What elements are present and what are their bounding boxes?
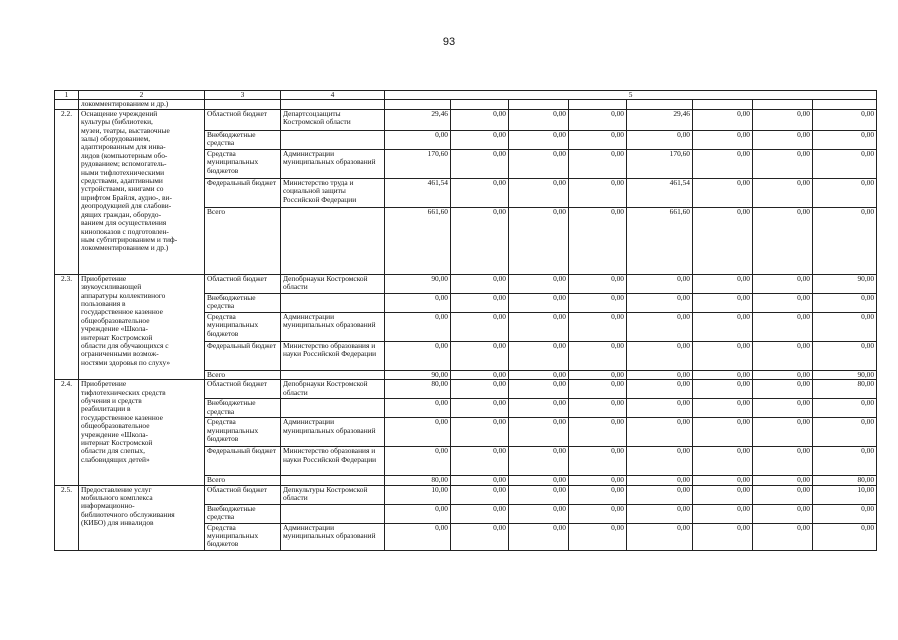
- description-line: мобильного комплекса: [81, 493, 153, 503]
- amount-cell: 0,00: [627, 418, 693, 447]
- amount-cell: 0,00: [693, 476, 753, 485]
- item-description: [79, 109, 205, 274]
- amount-cell: 0,00: [509, 399, 569, 418]
- description-line: ванием для осуществления: [81, 218, 167, 228]
- amount-cell: 0,00: [509, 476, 569, 485]
- amount-cell: 0,00: [509, 109, 569, 130]
- amount-cell: 0,00: [693, 178, 753, 207]
- executor: Администрации муниципальных образований: [281, 312, 385, 341]
- amount-cell: 0,00: [451, 130, 509, 149]
- description-line: общеобразовательное: [81, 421, 150, 431]
- amount-cell: 461,54: [385, 178, 451, 207]
- item-number: 2.5.: [55, 485, 79, 550]
- amount-cell: 10,00: [385, 485, 451, 504]
- description-line: средствами, адаптивными: [81, 176, 163, 186]
- amount-cell: 10,00: [813, 485, 877, 504]
- amount-cell: 0,00: [813, 504, 877, 523]
- amount-cell: 0,00: [693, 504, 753, 523]
- amount-cell: 0,00: [753, 312, 813, 341]
- amount-cell: 0,00: [627, 130, 693, 149]
- description-line: деопродукцией для слабови-: [81, 201, 172, 211]
- amount-cell: 0,00: [627, 523, 693, 550]
- amount-cell: 0,00: [693, 207, 753, 274]
- description-line: Предоставление услуг: [81, 485, 152, 494]
- funding-source: Всего: [205, 207, 281, 274]
- amount-cell: 0,00: [451, 485, 509, 504]
- continuation-text: локомментированием и др.): [79, 100, 205, 109]
- amount-cell: 0,00: [753, 207, 813, 274]
- amount-cell: 0,00: [753, 109, 813, 130]
- amount-cell: 0,00: [693, 370, 753, 379]
- amount-cell: 0,00: [569, 418, 627, 447]
- amount-cell: 0,00: [451, 418, 509, 447]
- amount-cell: 0,00: [569, 312, 627, 341]
- description-line: локомментированием и др.): [81, 243, 169, 253]
- amount-cell: 0,00: [451, 399, 509, 418]
- amount-cell: 0,00: [451, 178, 509, 207]
- amount-cell: 80,00: [813, 476, 877, 485]
- amount-cell: 0,00: [693, 274, 753, 293]
- description-line: государственное казенное: [81, 412, 163, 422]
- amount-cell: 170,60: [627, 149, 693, 178]
- executor: Администрации муниципальных образований: [281, 418, 385, 447]
- amount-cell: 0,00: [813, 149, 877, 178]
- executor: [281, 207, 385, 274]
- amount-cell: 0,00: [509, 293, 569, 312]
- description-line: лидов (компьютерным обо-: [81, 150, 168, 160]
- executor: Министерство образования и науки Российской Федерации: [281, 447, 385, 476]
- amount-cell: 461,54: [627, 178, 693, 207]
- executor: [281, 370, 385, 379]
- amount-cell: 0,00: [627, 274, 693, 293]
- amount-cell: 0,00: [753, 178, 813, 207]
- executor: [281, 293, 385, 312]
- amount-cell: 0,00: [385, 341, 451, 370]
- table-row: [55, 485, 877, 504]
- amount-cell: 0,00: [813, 130, 877, 149]
- amount-cell: 0,00: [509, 130, 569, 149]
- amount-cell: 661,60: [627, 207, 693, 274]
- funding-source: Всего: [205, 476, 281, 485]
- executor: Министерство образования и науки Российской Федерации: [281, 341, 385, 370]
- amount-cell: 90,00: [813, 370, 877, 379]
- amount-cell: 0,00: [693, 399, 753, 418]
- amount-cell: 0,00: [627, 293, 693, 312]
- funding-source: Областной бюджет: [205, 274, 281, 293]
- funding-source: Средства муниципальных бюджетов: [205, 418, 281, 447]
- funding-source: Средства муниципальных бюджетов: [205, 149, 281, 178]
- funding-source: Областной бюджет: [205, 380, 281, 399]
- amount-cell: 170,60: [385, 149, 451, 178]
- description-line: государственное казенное: [81, 307, 163, 317]
- amount-cell: 80,00: [385, 380, 451, 399]
- amount-cell: 0,00: [813, 207, 877, 274]
- amount-cell: 0,00: [451, 149, 509, 178]
- funding-source: Федеральный бюджет: [205, 447, 281, 476]
- executor: Департсоцзащиты Костромской области: [281, 109, 385, 130]
- amount-cell: 0,00: [569, 504, 627, 523]
- amount-cell: 0,00: [813, 178, 877, 207]
- amount-cell: 0,00: [509, 370, 569, 379]
- amount-cell: 0,00: [451, 341, 509, 370]
- amount-cell: 0,00: [385, 130, 451, 149]
- amount-cell: 0,00: [509, 207, 569, 274]
- item-number: 2.4.: [55, 380, 79, 485]
- executor: [281, 399, 385, 418]
- amount-cell: 0,00: [451, 370, 509, 379]
- amount-cell: 0,00: [451, 504, 509, 523]
- amount-cell: 0,00: [753, 274, 813, 293]
- funding-source: Федеральный бюджет: [205, 341, 281, 370]
- amount-cell: 0,00: [385, 312, 451, 341]
- amount-cell: 0,00: [693, 380, 753, 399]
- funding-source: Внебюджетные средства: [205, 399, 281, 418]
- description-line: слабовидящих детей»: [81, 454, 150, 464]
- item-description: [79, 380, 205, 485]
- executor: Администрации муниципальных образований: [281, 149, 385, 178]
- amount-cell: 0,00: [813, 418, 877, 447]
- amount-cell: 90,00: [385, 274, 451, 293]
- funding-source: Внебюджетные средства: [205, 293, 281, 312]
- description-line: общеобразовательное: [81, 315, 150, 325]
- funding-source: Областной бюджет: [205, 485, 281, 504]
- executor: Депобрнауки Костромской области: [281, 274, 385, 293]
- amount-cell: 0,00: [753, 476, 813, 485]
- amount-cell: 29,46: [627, 109, 693, 130]
- description-line: учреждение «Школа-: [81, 324, 148, 334]
- amount-cell: 0,00: [451, 109, 509, 130]
- amount-cell: 0,00: [627, 447, 693, 476]
- amount-cell: 0,00: [569, 274, 627, 293]
- description-line: шрифтом Брайля, аудио-, ви-: [81, 192, 172, 202]
- amount-cell: 0,00: [385, 523, 451, 550]
- executor: [281, 476, 385, 485]
- amount-cell: 0,00: [509, 178, 569, 207]
- amount-cell: 0,00: [753, 380, 813, 399]
- description-line: тифлотехнических средств: [81, 387, 166, 397]
- amount-cell: 90,00: [385, 370, 451, 379]
- amount-cell: 0,00: [385, 447, 451, 476]
- description-line: устройствами, книгами со: [81, 184, 164, 194]
- amount-cell: 0,00: [753, 523, 813, 550]
- amount-cell: 0,00: [451, 523, 509, 550]
- funding-source: Всего: [205, 370, 281, 379]
- amount-cell: 0,00: [693, 485, 753, 504]
- description-line: реабилитации в: [81, 404, 131, 414]
- description-line: обучения и средств: [81, 396, 142, 406]
- executor: Депобрнауки Костромской области: [281, 380, 385, 399]
- amount-cell: 0,00: [509, 418, 569, 447]
- amount-cell: 0,00: [693, 149, 753, 178]
- description-line: рудованием; вспомогатель-: [81, 159, 167, 169]
- description-line: ным субтитрированием и тиф-: [81, 234, 178, 244]
- header-col-2: 2: [79, 91, 205, 100]
- amount-cell: 0,00: [753, 485, 813, 504]
- executor: Министерство труда и социальной защиты Российской Федерации: [281, 178, 385, 207]
- amount-cell: 0,00: [627, 504, 693, 523]
- amount-cell: 0,00: [753, 130, 813, 149]
- description-line: интернат Костромской: [81, 332, 153, 342]
- amount-cell: 0,00: [569, 485, 627, 504]
- amount-cell: 0,00: [451, 312, 509, 341]
- amount-cell: 0,00: [813, 523, 877, 550]
- amount-cell: 0,00: [753, 293, 813, 312]
- description-line: учреждение «Школа-: [81, 429, 148, 439]
- item-number: 2.3.: [55, 274, 79, 379]
- item-description: [79, 274, 205, 379]
- description-line: дящих граждан, оборудо-: [81, 209, 162, 219]
- description-line: библиотечного обслуживания: [81, 509, 175, 519]
- description-line: залы) оборудованием,: [81, 134, 151, 144]
- amount-cell: 0,00: [569, 207, 627, 274]
- amount-cell: 0,00: [451, 447, 509, 476]
- amount-cell: 0,00: [693, 293, 753, 312]
- funding-source: Средства муниципальных бюджетов: [205, 312, 281, 341]
- amount-cell: 0,00: [813, 312, 877, 341]
- amount-cell: 0,00: [569, 130, 627, 149]
- amount-cell: 0,00: [813, 293, 877, 312]
- description-line: ностями здоровья по слуху»: [81, 357, 171, 367]
- amount-cell: 0,00: [753, 370, 813, 379]
- amount-cell: 0,00: [693, 109, 753, 130]
- amount-cell: 0,00: [569, 109, 627, 130]
- description-line: интернат Костромской: [81, 438, 153, 448]
- header-col-1: 1: [55, 91, 79, 100]
- funding-source: Внебюджетные средства: [205, 504, 281, 523]
- amount-cell: 0,00: [451, 476, 509, 485]
- executor: Администрации муниципальных образований: [281, 523, 385, 550]
- amount-cell: 0,00: [753, 418, 813, 447]
- amount-cell: 0,00: [693, 312, 753, 341]
- description-line: адаптированным для инва-: [81, 142, 166, 152]
- amount-cell: 0,00: [451, 274, 509, 293]
- amount-cell: 0,00: [627, 476, 693, 485]
- budget-table: [54, 90, 877, 551]
- amount-cell: 0,00: [693, 341, 753, 370]
- description-line: области для слепых,: [81, 446, 145, 456]
- amount-cell: 0,00: [569, 149, 627, 178]
- description-line: ными тифлотехническими: [81, 167, 165, 177]
- amount-cell: 0,00: [569, 341, 627, 370]
- amount-cell: 0,00: [569, 399, 627, 418]
- continuation-row: [55, 100, 877, 109]
- executor: [281, 130, 385, 149]
- description-line: Приобретение: [81, 379, 127, 389]
- amount-cell: 0,00: [627, 341, 693, 370]
- amount-cell: 0,00: [813, 109, 877, 130]
- amount-cell: 80,00: [813, 380, 877, 399]
- amount-cell: 0,00: [451, 293, 509, 312]
- amount-cell: 0,00: [627, 370, 693, 379]
- amount-cell: 0,00: [627, 399, 693, 418]
- amount-cell: 29,46: [385, 109, 451, 130]
- header-col-4: 4: [281, 91, 385, 100]
- amount-cell: 0,00: [813, 447, 877, 476]
- amount-cell: 0,00: [813, 341, 877, 370]
- amount-cell: 0,00: [569, 293, 627, 312]
- amount-cell: 0,00: [627, 380, 693, 399]
- amount-cell: 0,00: [509, 447, 569, 476]
- header-row: [55, 91, 877, 100]
- amount-cell: 0,00: [509, 380, 569, 399]
- executor: Депкультуры Костромской области: [281, 485, 385, 504]
- description-line: области для обучающихся с: [81, 341, 169, 351]
- description-line: пользования в: [81, 299, 126, 309]
- item-number: 2.2.: [55, 109, 79, 274]
- amount-cell: 0,00: [509, 523, 569, 550]
- funding-source: Федеральный бюджет: [205, 178, 281, 207]
- funding-source: Внебюджетные средства: [205, 130, 281, 149]
- amount-cell: 0,00: [509, 485, 569, 504]
- amount-cell: 0,00: [693, 523, 753, 550]
- amount-cell: 0,00: [627, 312, 693, 341]
- description-line: звукоусиливающей: [81, 282, 142, 292]
- table-row: [55, 109, 877, 130]
- item-description: [79, 485, 205, 550]
- description-line: кинопоказов с подготовлен-: [81, 226, 169, 236]
- amount-cell: 0,00: [569, 476, 627, 485]
- header-col-5: 5: [385, 91, 877, 100]
- description-line: культуры (библиотеки,: [81, 117, 153, 127]
- amount-cell: 0,00: [569, 447, 627, 476]
- description-line: музеи, театры, выставочные: [81, 125, 170, 135]
- amount-cell: 0,00: [753, 341, 813, 370]
- amount-cell: 0,00: [385, 399, 451, 418]
- amount-cell: 0,00: [509, 504, 569, 523]
- amount-cell: 661,60: [385, 207, 451, 274]
- amount-cell: 0,00: [509, 341, 569, 370]
- amount-cell: 0,00: [627, 485, 693, 504]
- description-line: аппаратуры коллективного: [81, 290, 166, 300]
- table-row: [55, 380, 877, 399]
- amount-cell: 0,00: [753, 399, 813, 418]
- amount-cell: 0,00: [451, 380, 509, 399]
- amount-cell: 0,00: [753, 447, 813, 476]
- amount-cell: 0,00: [509, 149, 569, 178]
- amount-cell: 0,00: [569, 523, 627, 550]
- amount-cell: 0,00: [753, 149, 813, 178]
- amount-cell: 0,00: [509, 274, 569, 293]
- funding-source: Областной бюджет: [205, 109, 281, 130]
- amount-cell: 0,00: [693, 418, 753, 447]
- description-line: информационно-: [81, 501, 135, 511]
- funding-source: Средства муниципальных бюджетов: [205, 523, 281, 550]
- amount-cell: 90,00: [813, 274, 877, 293]
- amount-cell: 0,00: [385, 418, 451, 447]
- amount-cell: 0,00: [569, 370, 627, 379]
- amount-cell: 0,00: [569, 380, 627, 399]
- amount-cell: 0,00: [693, 447, 753, 476]
- amount-cell: 0,00: [693, 130, 753, 149]
- description-line: (КИБО) для инвалидов: [81, 518, 154, 528]
- amount-cell: 80,00: [385, 476, 451, 485]
- table-row: [55, 274, 877, 293]
- amount-cell: 0,00: [451, 207, 509, 274]
- amount-cell: 0,00: [753, 504, 813, 523]
- executor: [281, 504, 385, 523]
- amount-cell: 0,00: [385, 504, 451, 523]
- header-col-3: 3: [205, 91, 281, 100]
- description-line: ограниченными возмож-: [81, 349, 159, 359]
- description-line: Оснащение учреждений: [81, 109, 158, 118]
- page-number: 93: [442, 36, 456, 48]
- amount-cell: 0,00: [813, 399, 877, 418]
- amount-cell: 0,00: [569, 178, 627, 207]
- amount-cell: 0,00: [385, 293, 451, 312]
- amount-cell: 0,00: [509, 312, 569, 341]
- description-line: Приобретение: [81, 274, 127, 283]
